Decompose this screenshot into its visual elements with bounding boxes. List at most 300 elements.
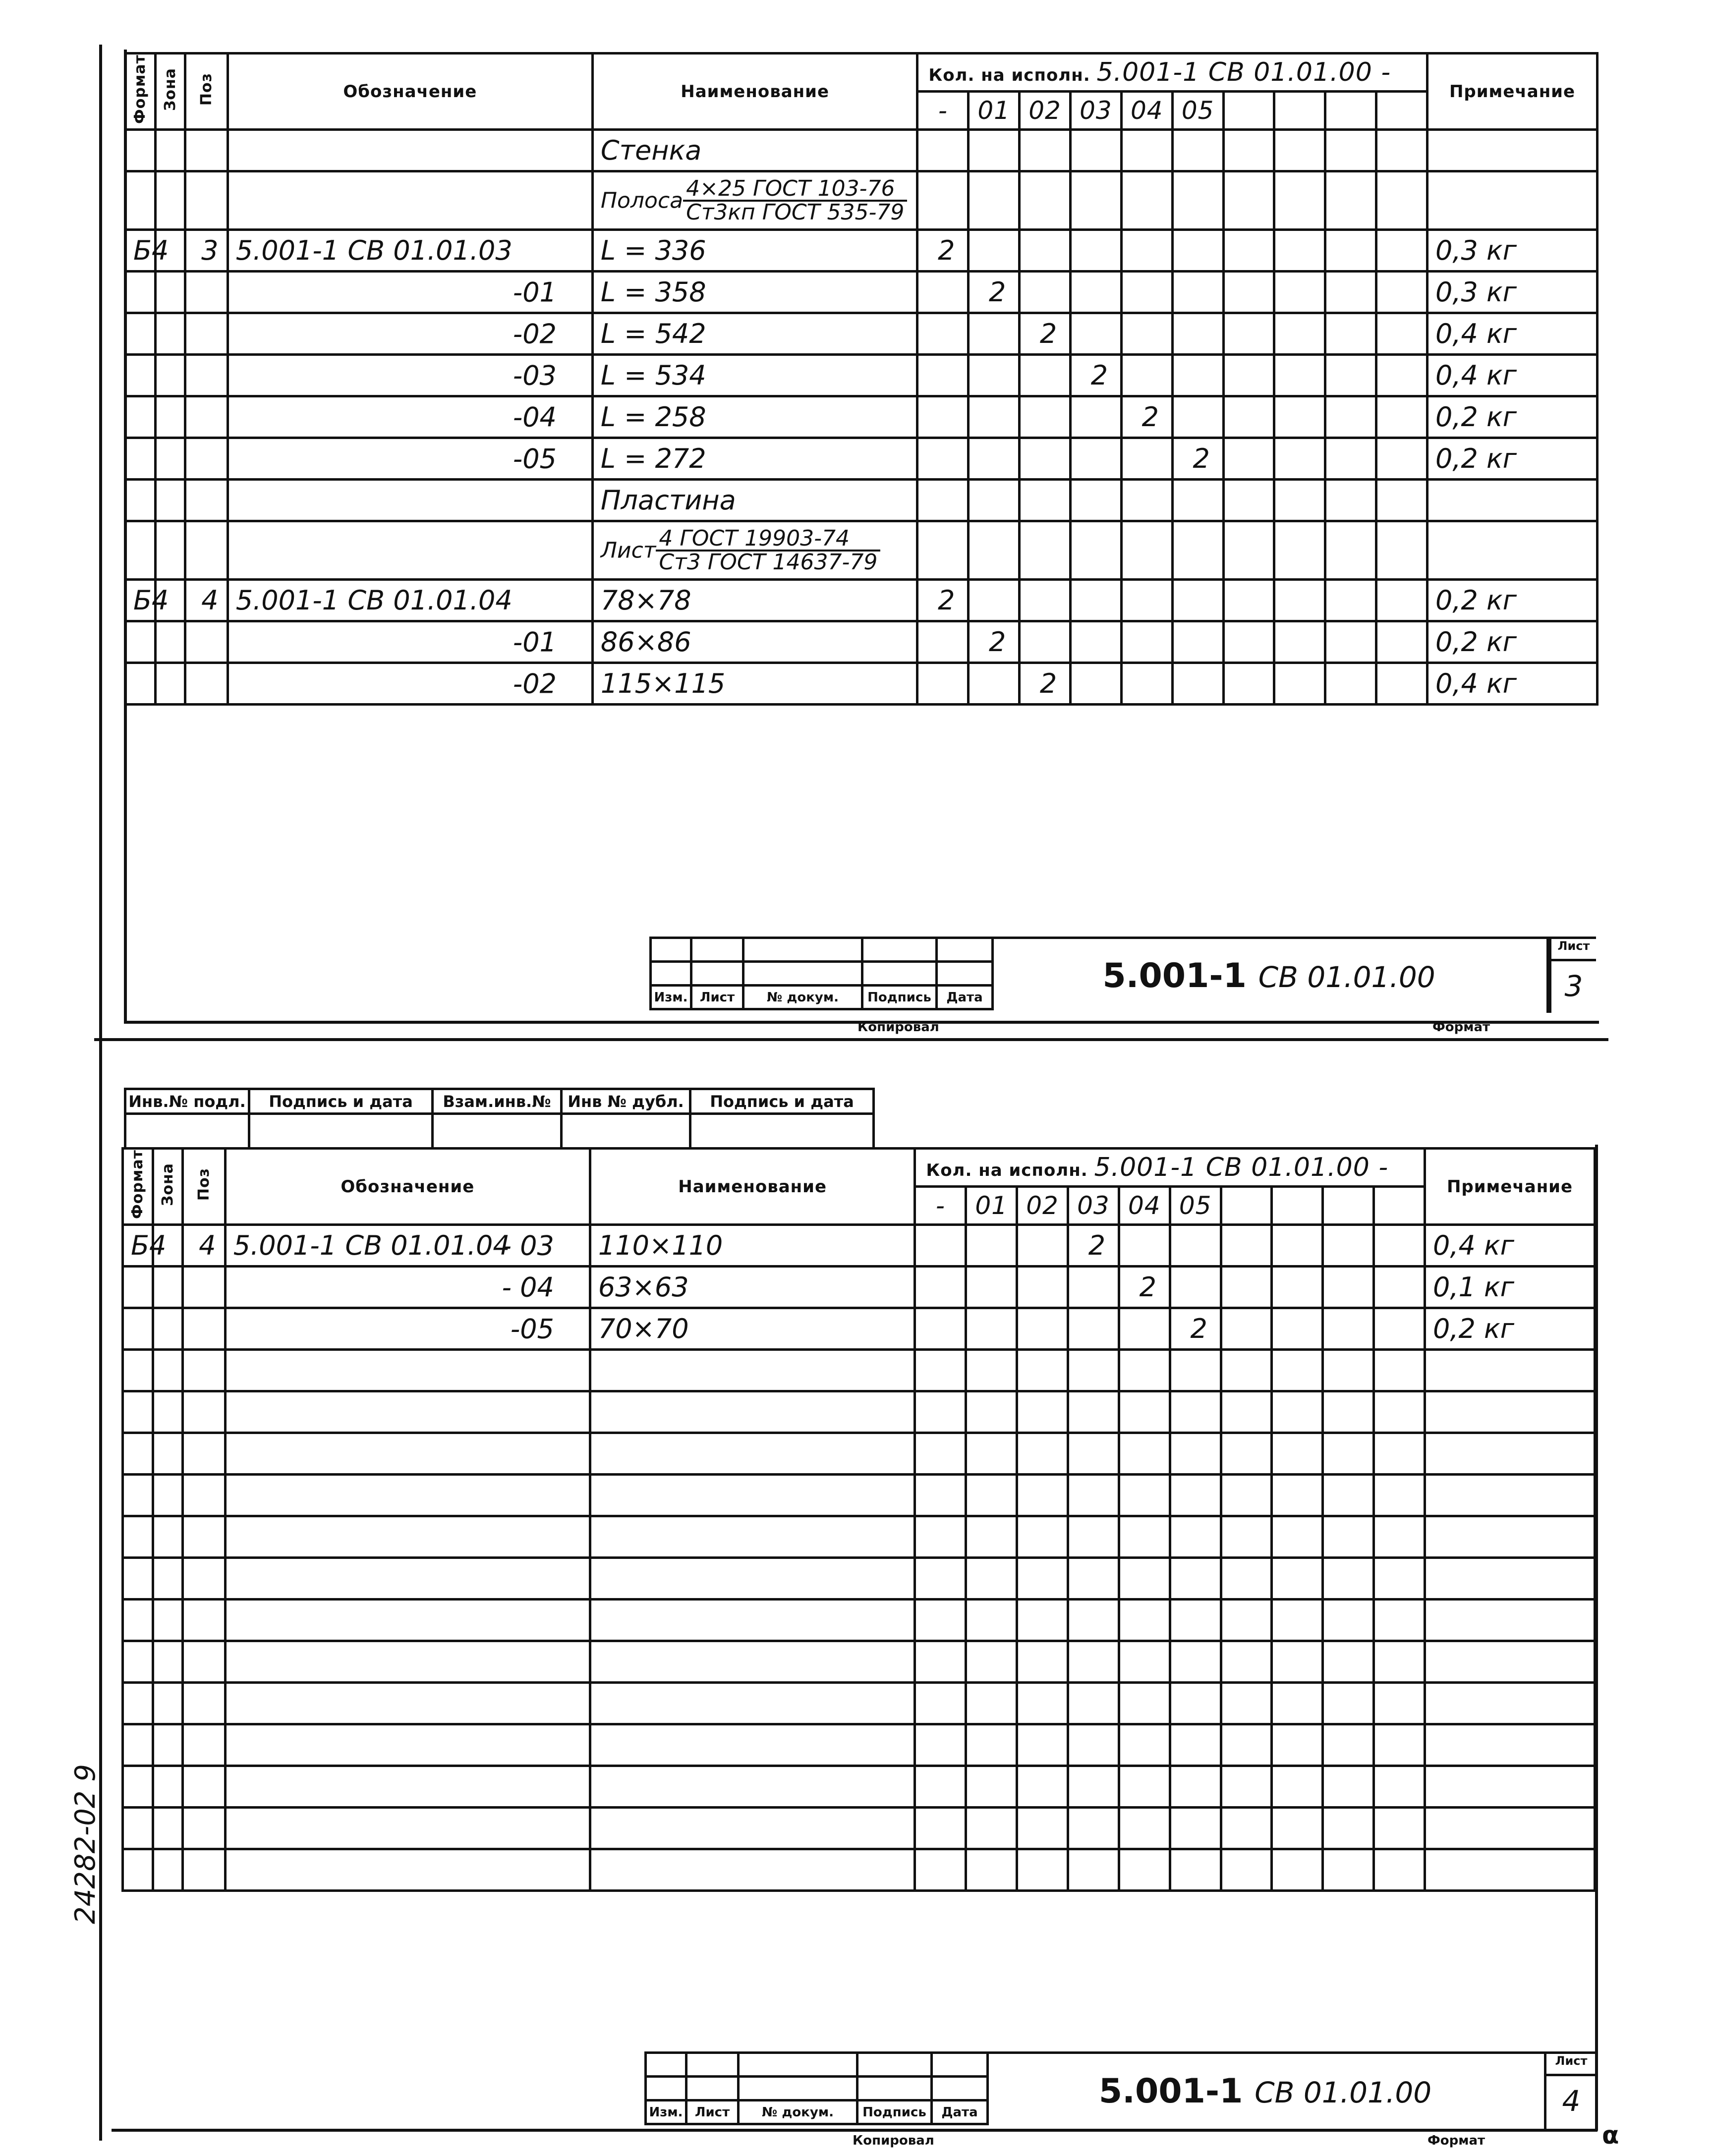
empty-cell [1017,1766,1068,1808]
empty-cell [1170,1849,1221,1891]
cell-qty-0 [917,130,969,171]
cell-pos [185,438,228,480]
cell-qty-7 [1274,521,1325,580]
cell-format [125,438,156,480]
cell-qty-5 [1172,580,1223,621]
empty-cell [153,1516,183,1558]
empty-cell [915,1849,966,1891]
cell-format [123,1308,153,1350]
empty-cell [225,1849,590,1891]
cell-qty-7 [1274,272,1325,313]
empty-cell [1374,1558,1425,1600]
empty-cell [1017,1516,1068,1558]
cell-qty-8 [1325,621,1376,663]
cell-qty-2 [1020,272,1071,313]
sheet-1-doc-code: 5.001-1 СВ 01.01.00 [1102,956,1435,995]
empty-cell [915,1516,966,1558]
empty-cell [1425,1808,1595,1849]
empty-cell [966,1516,1017,1558]
empty-cell [590,1475,915,1516]
cell-qty-7 [1274,621,1325,663]
empty-cell [1017,1391,1068,1433]
empty-cell [966,1350,1017,1391]
cell-qty-6 [1223,396,1274,438]
empty-cell [1068,1683,1119,1724]
empty-cell [1119,1600,1170,1641]
empty-cell [225,1724,590,1766]
empty-cell [1068,1350,1119,1391]
cell-name: 115×115 [592,663,917,705]
cell-name: L = 358 [592,272,917,313]
cell-pos [183,1267,226,1308]
header-variant-04: 04 [1119,1187,1170,1225]
cell-note: 0,4 кг [1425,1225,1595,1267]
cell-qty-5 [1172,621,1223,663]
cell-qty-8 [1325,272,1376,313]
cell-qty-3 [1070,313,1121,355]
empty-cell [1323,1600,1374,1641]
header-variant--: - [915,1187,966,1225]
cell-format [125,663,156,705]
cell-name: Лист $\frac{\text{4 ГОСТ 19903-74}}{\text{Ст3 ГОСТ 14637-79}}$ [592,521,917,580]
cell-qty-7 [1272,1308,1323,1350]
cell-designation: -05 [228,438,592,480]
empty-cell [1221,1558,1272,1600]
empty-cell [915,1558,966,1600]
sheet-2-left-line [99,1046,102,2141]
date-label: Дата [932,2101,988,2124]
sheet-1-title-block-left [649,937,994,1010]
empty-cell [1119,1766,1170,1808]
empty-cell [1374,1391,1425,1433]
sheet-2-format: Формат [1428,2133,1485,2148]
cell-qty-5 [1172,272,1223,313]
empty-cell [123,1766,153,1808]
cell-qty-9 [1376,438,1428,480]
cell-format [125,480,156,521]
cell-qty-2 [1020,171,1071,230]
cell-qty-8 [1323,1308,1374,1350]
cell-qty-4 [1121,313,1172,355]
cell-pos: 4 [183,1225,226,1267]
cell-qty-9 [1374,1308,1425,1350]
cell-format [125,130,156,171]
cell-qty-8 [1325,521,1376,580]
cell-qty-4: 2 [1121,396,1172,438]
header-variant-03: 03 [1068,1187,1119,1225]
cell-qty-0 [917,663,969,705]
empty-cell [966,1766,1017,1808]
cell-note: 0,2 кг [1428,580,1598,621]
cell-note: 0,1 кг [1425,1267,1595,1308]
cell-note: 0,2 кг [1428,438,1598,480]
cell-qty-0 [917,396,969,438]
empty-cell [1017,1683,1068,1724]
sheet-divider [94,1038,1608,1041]
empty-cell [1119,1475,1170,1516]
empty-cell [1170,1766,1221,1808]
empty-cell [915,1475,966,1516]
empty-cell [590,1808,915,1849]
empty-cell [1068,1600,1119,1641]
empty-cell [1170,1683,1221,1724]
empty-cell [225,1350,590,1391]
empty-cell [590,1641,915,1683]
cell-designation [228,171,592,230]
cell-qty-1 [969,130,1020,171]
cell-zone [155,521,185,580]
inv-dup-label: Инв № дубл. [562,1089,690,1114]
empty-cell [153,1600,183,1641]
header-variant-02: 02 [1020,92,1071,130]
empty-cell [1272,1558,1323,1600]
cell-qty-9 [1376,663,1428,705]
cell-qty-6 [1221,1267,1272,1308]
cell-qty-4 [1121,663,1172,705]
cell-qty-9 [1376,396,1428,438]
cell-pos [185,521,228,580]
header-variant-01: 01 [966,1187,1017,1225]
empty-cell [123,1475,153,1516]
cell-note: 0,2 кг [1428,396,1598,438]
empty-cell [153,1433,183,1475]
empty-cell [123,1808,153,1849]
cell-qty-1 [969,313,1020,355]
empty-cell [1272,1641,1323,1683]
empty-cell [1017,1808,1068,1849]
header-qty: Кол. на исполн. 5.001-1 СВ 01.01.00 - [915,1149,1425,1187]
empty-cell [966,1849,1017,1891]
sheet-2-doc-code: 5.001-1 СВ 01.01.00 [1098,2072,1432,2111]
cell-qty-1 [969,663,1020,705]
table-row [125,438,1598,480]
empty-cell [1272,1475,1323,1516]
cell-note: 0,3 кг [1428,230,1598,272]
empty-cell [1374,1433,1425,1475]
empty-cell [1221,1683,1272,1724]
cell-qty-3 [1070,130,1121,171]
empty-cell [590,1849,915,1891]
cell-qty-1 [969,230,1020,272]
empty-cell [1425,1766,1595,1808]
empty-cell [225,1808,590,1849]
cell-qty-0: 2 [917,580,969,621]
cell-qty-8 [1325,580,1376,621]
cell-qty-5 [1170,1225,1221,1267]
empty-cell [915,1724,966,1766]
empty-cell [1374,1766,1425,1808]
cell-qty-8 [1325,355,1376,396]
empty-cell [1323,1433,1374,1475]
cell-qty-2: 2 [1020,313,1071,355]
empty-row [123,1849,1595,1891]
sheet-1-format: Формат [1432,1020,1490,1035]
empty-cell [1272,1808,1323,1849]
empty-cell [915,1766,966,1808]
empty-cell [1221,1724,1272,1766]
empty-cell [1374,1724,1425,1766]
cell-qty-6 [1223,580,1274,621]
cell-format: Б4 [123,1225,153,1267]
empty-cell [1425,1475,1595,1516]
empty-cell [590,1683,915,1724]
cell-zone [155,438,185,480]
signature-label: Подпись [857,2101,932,2124]
empty-cell [225,1558,590,1600]
list-label: Лист [686,2101,739,2124]
cell-qty-8 [1325,313,1376,355]
empty-cell [1221,1600,1272,1641]
cell-zone [155,272,185,313]
empty-cell [1425,1433,1595,1475]
cell-qty-6 [1223,663,1274,705]
cell-note [1428,521,1598,580]
cell-qty-6 [1223,521,1274,580]
cell-note: 0,3 кг [1428,272,1598,313]
date-label: Дата [937,986,993,1009]
table-row [125,396,1598,438]
empty-cell [966,1600,1017,1641]
cell-qty-9 [1374,1225,1425,1267]
empty-cell [153,1475,183,1516]
cell-qty-1: 2 [969,621,1020,663]
empty-cell [1017,1475,1068,1516]
margin-archive-number: 24282-02 9 [69,1764,102,1925]
empty-cell [1170,1391,1221,1433]
header-zone: Зона [155,54,185,130]
cell-name: Стенка [592,130,917,171]
table-row [125,130,1598,171]
empty-cell [1272,1683,1323,1724]
empty-cell [966,1808,1017,1849]
cell-qty-0 [917,521,969,580]
empty-cell [1425,1724,1595,1766]
empty-cell [225,1475,590,1516]
empty-cell [1425,1558,1595,1600]
cell-qty-4 [1119,1308,1170,1350]
cell-pos [183,1308,226,1350]
cell-format [125,355,156,396]
empty-cell [966,1391,1017,1433]
cell-qty-3 [1070,396,1121,438]
empty-cell [153,1350,183,1391]
empty-cell [1374,1808,1425,1849]
table-row [125,171,1598,230]
empty-cell [225,1433,590,1475]
corner-mark: α [1602,2121,1619,2150]
table-row [125,521,1598,580]
cell-designation: 5.001-1 СВ 01.01.04 [228,580,592,621]
empty-cell [1119,1516,1170,1558]
cell-name: 110×110 [590,1225,915,1267]
sheet-1-sheet-no-box [1549,937,1596,1013]
cell-qty-4 [1121,272,1172,313]
sheet-1-title-block-main [991,937,1549,1013]
empty-row [123,1433,1595,1475]
cell-qty-1 [969,355,1020,396]
cell-qty-9 [1376,621,1428,663]
cell-pos [185,313,228,355]
cell-qty-4 [1121,171,1172,230]
cell-qty-1 [969,480,1020,521]
cell-pos [185,171,228,230]
header-note: Примечание [1425,1149,1595,1225]
cell-zone [155,621,185,663]
empty-cell [1119,1350,1170,1391]
header-note: Примечание [1428,54,1598,130]
empty-cell [1119,1683,1170,1724]
cell-qty-3: 2 [1068,1225,1119,1267]
cell-pos [185,396,228,438]
empty-cell [1017,1558,1068,1600]
cell-designation [228,521,592,580]
empty-cell [123,1391,153,1433]
cell-qty-4 [1119,1225,1170,1267]
cell-note: 0,2 кг [1428,621,1598,663]
cell-note: 0,4 кг [1428,313,1598,355]
empty-cell [1119,1808,1170,1849]
cell-qty-2 [1020,396,1071,438]
header-variant-blank [1223,92,1274,130]
empty-cell [1221,1475,1272,1516]
sheet-1-spec-table [124,52,1599,706]
cell-name: 78×78 [592,580,917,621]
cell-name: L = 336 [592,230,917,272]
sheet-2-sheet-number: 4 [1562,2084,1581,2118]
table-row [125,663,1598,705]
empty-cell [1017,1350,1068,1391]
cell-qty-9 [1376,521,1428,580]
empty-cell [1170,1433,1221,1475]
sheet-1-sheet-label: Лист [1551,939,1596,961]
empty-cell [1068,1433,1119,1475]
empty-cell [183,1600,226,1641]
empty-cell [1272,1849,1323,1891]
empty-cell [1272,1391,1323,1433]
empty-cell [590,1391,915,1433]
cell-qty-8 [1325,438,1376,480]
doc-no-label: № докум. [739,2101,857,2124]
sheet-2-copied: Копировал [853,2133,934,2148]
sign-date-label: Подпись и дата [249,1089,433,1114]
cell-pos: 3 [185,230,228,272]
empty-cell [183,1475,226,1516]
cell-qty-5 [1172,396,1223,438]
empty-cell [1119,1558,1170,1600]
empty-cell [1068,1391,1119,1433]
cell-qty-3 [1070,621,1121,663]
cell-format [125,521,156,580]
cell-pos [185,130,228,171]
empty-cell [915,1391,966,1433]
cell-qty-2 [1020,230,1071,272]
empty-cell [123,1849,153,1891]
cell-note [1428,130,1598,171]
empty-cell [1119,1641,1170,1683]
cell-name: L = 272 [592,438,917,480]
empty-cell [1068,1849,1119,1891]
table-row [123,1267,1595,1308]
cell-qty-9 [1376,272,1428,313]
cell-qty-7 [1274,396,1325,438]
empty-cell [1374,1641,1425,1683]
izm-label: Изм. [646,2101,686,2124]
cell-pos [185,272,228,313]
empty-cell [966,1433,1017,1475]
sheet-1-copied: Копировал [857,1020,939,1035]
empty-cell [225,1516,590,1558]
empty-cell [1323,1475,1374,1516]
empty-cell [1221,1350,1272,1391]
cell-qty-8 [1325,480,1376,521]
cell-qty-7 [1274,663,1325,705]
cell-qty-0: 2 [917,230,969,272]
empty-cell [183,1350,226,1391]
cell-note: 0,4 кг [1428,663,1598,705]
empty-cell [1425,1849,1595,1891]
cell-qty-3 [1070,272,1121,313]
cell-qty-6 [1223,313,1274,355]
cell-qty-6 [1221,1225,1272,1267]
cell-qty-5: 2 [1172,438,1223,480]
header-qty: Кол. на исполн. 5.001-1 СВ 01.01.00 - [917,54,1428,92]
header-variant-blank [1274,92,1325,130]
sign-date2-label: Подпись и дата [690,1089,874,1114]
empty-cell [1272,1516,1323,1558]
empty-cell [1323,1849,1374,1891]
empty-cell [1068,1808,1119,1849]
empty-cell [1323,1724,1374,1766]
cell-note: 0,2 кг [1425,1308,1595,1350]
cell-qty-0 [917,355,969,396]
cell-qty-5 [1172,663,1223,705]
cell-qty-1 [969,580,1020,621]
header-variant-03: 03 [1070,92,1121,130]
cell-qty-5 [1172,313,1223,355]
cell-designation: - 04 [225,1267,590,1308]
empty-cell [1323,1641,1374,1683]
empty-cell [966,1475,1017,1516]
empty-cell [966,1683,1017,1724]
sheet-2-frame-bottom [112,2129,1598,2132]
empty-cell [915,1683,966,1724]
cell-designation: 5.001-1 СВ 01.01.04 - 03 [225,1225,590,1267]
cell-qty-5 [1170,1267,1221,1308]
sheet-2-frame-right [1595,1145,1598,2131]
cell-name: 86×86 [592,621,917,663]
empty-cell [1017,1641,1068,1683]
empty-cell [1068,1766,1119,1808]
empty-cell [183,1516,226,1558]
cell-qty-8 [1323,1267,1374,1308]
header-variant-blank [1376,92,1428,130]
cell-qty-9 [1376,130,1428,171]
cell-name: L = 542 [592,313,917,355]
empty-cell [183,1766,226,1808]
empty-cell [123,1641,153,1683]
cell-qty-0 [917,621,969,663]
empty-cell [183,1391,226,1433]
sheet-2-title-block-left [644,2051,989,2125]
empty-cell [183,1641,226,1683]
cell-qty-0 [915,1308,966,1350]
empty-cell [1170,1600,1221,1641]
cell-format [123,1267,153,1308]
empty-cell [1425,1600,1595,1641]
empty-cell [225,1600,590,1641]
cell-qty-7 [1272,1225,1323,1267]
cell-qty-5 [1172,130,1223,171]
